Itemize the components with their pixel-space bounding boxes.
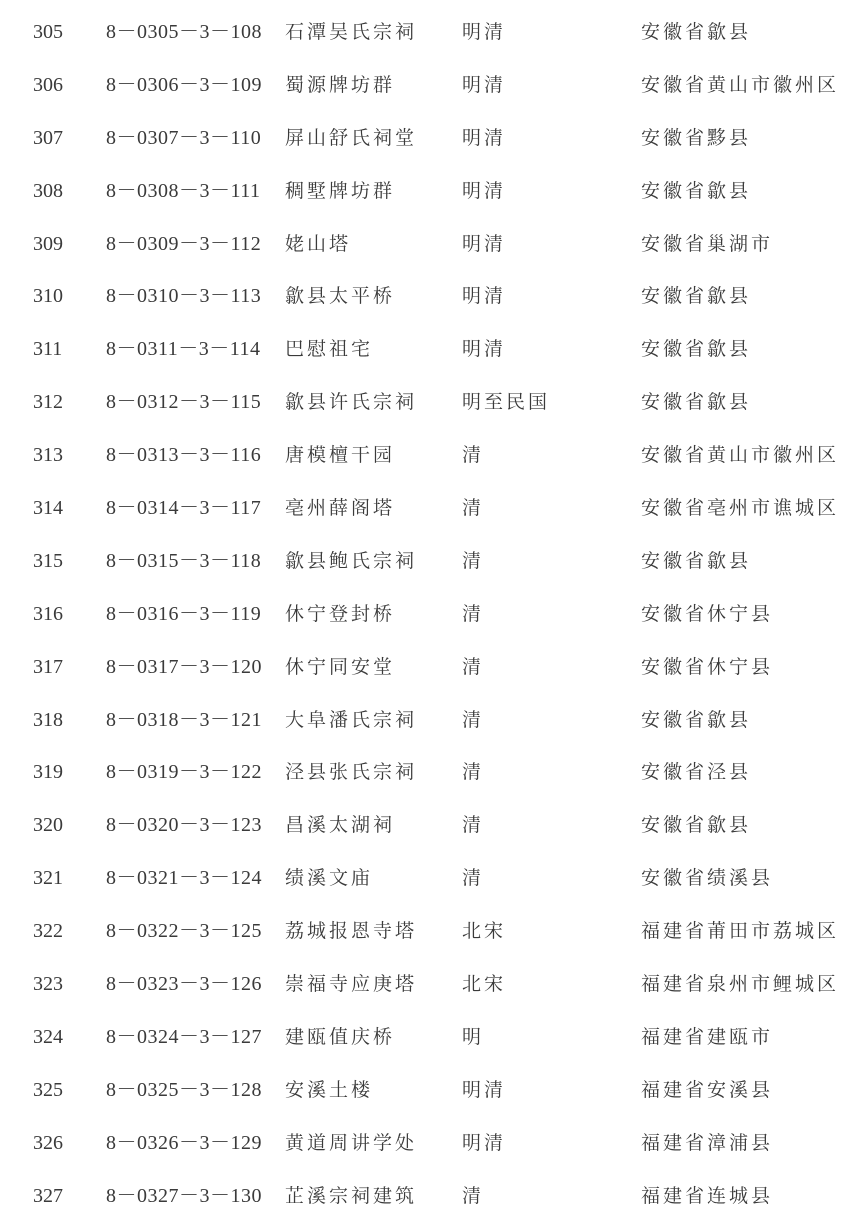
- serial-number: 308: [33, 179, 63, 202]
- site-code: 8－0317－3－120: [106, 655, 262, 678]
- site-code: 8－0326－3－129: [106, 1131, 262, 1154]
- site-name: 泾县张氏宗祠: [285, 761, 418, 784]
- table-row: [0, 1170, 864, 1223]
- site-era: 明清: [462, 73, 507, 96]
- site-code: 8－0324－3－127: [106, 1025, 262, 1048]
- serial-number: 322: [33, 920, 63, 943]
- serial-number: 321: [33, 867, 63, 890]
- site-name: 休宁同安堂: [285, 655, 396, 678]
- site-name: 歙县许氏宗祠: [285, 391, 418, 414]
- serial-number: 325: [33, 1078, 63, 1101]
- site-name: 荔城报恩寺塔: [285, 920, 418, 943]
- table-row: [0, 746, 864, 799]
- table-row: [0, 905, 864, 958]
- serial-number: 311: [33, 338, 63, 361]
- site-code: 8－0314－3－117: [106, 497, 262, 520]
- site-era: 清: [462, 761, 485, 784]
- serial-number: 305: [33, 21, 63, 43]
- table-row: [0, 694, 864, 747]
- site-name: 歙县鲍氏宗祠: [285, 549, 418, 572]
- serial-number: 323: [33, 973, 63, 996]
- table-row: [0, 165, 864, 218]
- site-location: 安徽省黟县: [641, 126, 752, 149]
- table-row: [0, 1064, 864, 1117]
- site-code: 8－0320－3－123: [106, 814, 262, 837]
- site-code: 8－0316－3－119: [106, 602, 262, 625]
- site-era: 清: [462, 497, 485, 520]
- serial-number: 312: [33, 391, 63, 414]
- site-code: 8－0313－3－116: [106, 444, 262, 467]
- site-name: 亳州薛阁塔: [285, 497, 396, 520]
- table-row: [0, 59, 864, 112]
- site-name: 姥山塔: [285, 232, 352, 255]
- site-code: 8－0322－3－125: [106, 920, 262, 943]
- site-location: 安徽省休宁县: [641, 655, 774, 678]
- serial-number: 326: [33, 1131, 63, 1154]
- site-era: 清: [462, 814, 485, 837]
- site-era: 明清: [462, 1131, 507, 1154]
- heritage-list-table: [0, 6, 864, 1222]
- site-name: 安溪土楼: [285, 1078, 374, 1101]
- site-location: 安徽省歙县: [641, 814, 752, 837]
- site-location: 安徽省歙县: [641, 708, 752, 731]
- site-name: 芷溪宗祠建筑: [285, 1184, 418, 1207]
- table-row: [0, 112, 864, 165]
- site-code: 8－0319－3－122: [106, 761, 262, 784]
- site-era: 北宋: [462, 920, 507, 943]
- table-row: [0, 641, 864, 694]
- site-location: 安徽省巢湖市: [641, 232, 774, 255]
- site-location: 安徽省歙县: [641, 391, 752, 414]
- site-code: 8－0321－3－124: [106, 867, 262, 890]
- site-era: 清: [462, 708, 485, 731]
- site-era: 明清: [462, 179, 507, 202]
- site-location: 安徽省黄山市徽州区: [641, 444, 840, 467]
- site-era: 清: [462, 1184, 485, 1207]
- site-era: 明清: [462, 232, 507, 255]
- table-row: [0, 588, 864, 641]
- site-code: 8－0325－3－128: [106, 1078, 262, 1101]
- table-row: [0, 218, 864, 271]
- site-era: 清: [462, 867, 485, 890]
- serial-number: 327: [33, 1184, 63, 1207]
- site-code: 8－0312－3－115: [106, 391, 262, 414]
- serial-number: 315: [33, 549, 63, 572]
- site-name: 休宁登封桥: [285, 602, 396, 625]
- site-era: 明: [462, 1025, 485, 1048]
- site-era: 明至民国: [462, 391, 551, 414]
- site-location: 安徽省亳州市谯城区: [641, 497, 840, 520]
- serial-number: 319: [33, 761, 63, 784]
- table-row: [0, 429, 864, 482]
- site-era: 明清: [462, 21, 507, 43]
- site-code: 8－0310－3－113: [106, 285, 262, 308]
- table-row: [0, 270, 864, 323]
- site-name: 屏山舒氏祠堂: [285, 126, 418, 149]
- site-location: 福建省连城县: [641, 1184, 774, 1207]
- site-era: 清: [462, 549, 485, 572]
- site-era: 明清: [462, 126, 507, 149]
- site-name: 建瓯值庆桥: [285, 1025, 396, 1048]
- serial-number: 320: [33, 814, 63, 837]
- site-name: 昌溪太湖祠: [285, 814, 396, 837]
- table-row: [0, 1117, 864, 1170]
- site-name: 巴慰祖宅: [285, 338, 374, 361]
- site-name: 崇福寺应庚塔: [285, 973, 418, 996]
- site-code: 8－0306－3－109: [106, 73, 262, 96]
- serial-number: 324: [33, 1025, 63, 1048]
- serial-number: 307: [33, 126, 63, 149]
- serial-number: 306: [33, 73, 63, 96]
- serial-number: 310: [33, 285, 63, 308]
- site-code: 8－0315－3－118: [106, 549, 262, 572]
- table-row: [0, 323, 864, 376]
- site-code: 8－0305－3－108: [106, 21, 262, 43]
- table-row: [0, 1011, 864, 1064]
- site-location: 福建省安溪县: [641, 1078, 774, 1101]
- serial-number: 318: [33, 708, 63, 731]
- site-location: 安徽省歙县: [641, 338, 752, 361]
- serial-number: 309: [33, 232, 63, 255]
- site-location: 安徽省休宁县: [641, 602, 774, 625]
- site-name: 大阜潘氏宗祠: [285, 708, 418, 731]
- table-row: [0, 852, 864, 905]
- table-row: [0, 799, 864, 852]
- site-name: 黄道周讲学处: [285, 1131, 418, 1154]
- site-era: 明清: [462, 285, 507, 308]
- table-row: [0, 6, 864, 59]
- site-code: 8－0307－3－110: [106, 126, 262, 149]
- table-row: [0, 535, 864, 588]
- site-location: 安徽省歙县: [641, 549, 752, 572]
- site-name: 蜀源牌坊群: [285, 73, 396, 96]
- site-location: 安徽省歙县: [641, 285, 752, 308]
- site-code: 8－0318－3－121: [106, 708, 262, 731]
- site-location: 安徽省黄山市徽州区: [641, 73, 840, 96]
- serial-number: 313: [33, 444, 63, 467]
- site-code: 8－0311－3－114: [106, 338, 261, 361]
- site-name: 石潭吴氏宗祠: [285, 21, 418, 43]
- serial-number: 316: [33, 602, 63, 625]
- site-era: 明清: [462, 1078, 507, 1101]
- site-code: 8－0308－3－111: [106, 179, 261, 202]
- site-location: 安徽省歙县: [641, 179, 752, 202]
- site-era: 北宋: [462, 973, 507, 996]
- site-name: 稠墅牌坊群: [285, 179, 396, 202]
- site-location: 福建省建瓯市: [641, 1025, 774, 1048]
- site-location: 安徽省泾县: [641, 761, 752, 784]
- site-location: 福建省莆田市荔城区: [641, 920, 840, 943]
- serial-number: 314: [33, 497, 63, 520]
- site-location: 福建省漳浦县: [641, 1131, 774, 1154]
- site-location: 安徽省绩溪县: [641, 867, 774, 890]
- site-location: 福建省泉州市鲤城区: [641, 973, 840, 996]
- site-code: 8－0327－3－130: [106, 1184, 262, 1207]
- site-era: 明清: [462, 338, 507, 361]
- site-location: 安徽省歙县: [641, 21, 752, 43]
- site-name: 唐模檀干园: [285, 444, 396, 467]
- site-code: 8－0309－3－112: [106, 232, 262, 255]
- site-era: 清: [462, 444, 485, 467]
- site-era: 清: [462, 655, 485, 678]
- site-name: 绩溪文庙: [285, 867, 374, 890]
- site-era: 清: [462, 602, 485, 625]
- site-code: 8－0323－3－126: [106, 973, 262, 996]
- table-row: [0, 376, 864, 429]
- table-row: [0, 482, 864, 535]
- serial-number: 317: [33, 655, 63, 678]
- site-name: 歙县太平桥: [285, 285, 396, 308]
- table-row: [0, 958, 864, 1011]
